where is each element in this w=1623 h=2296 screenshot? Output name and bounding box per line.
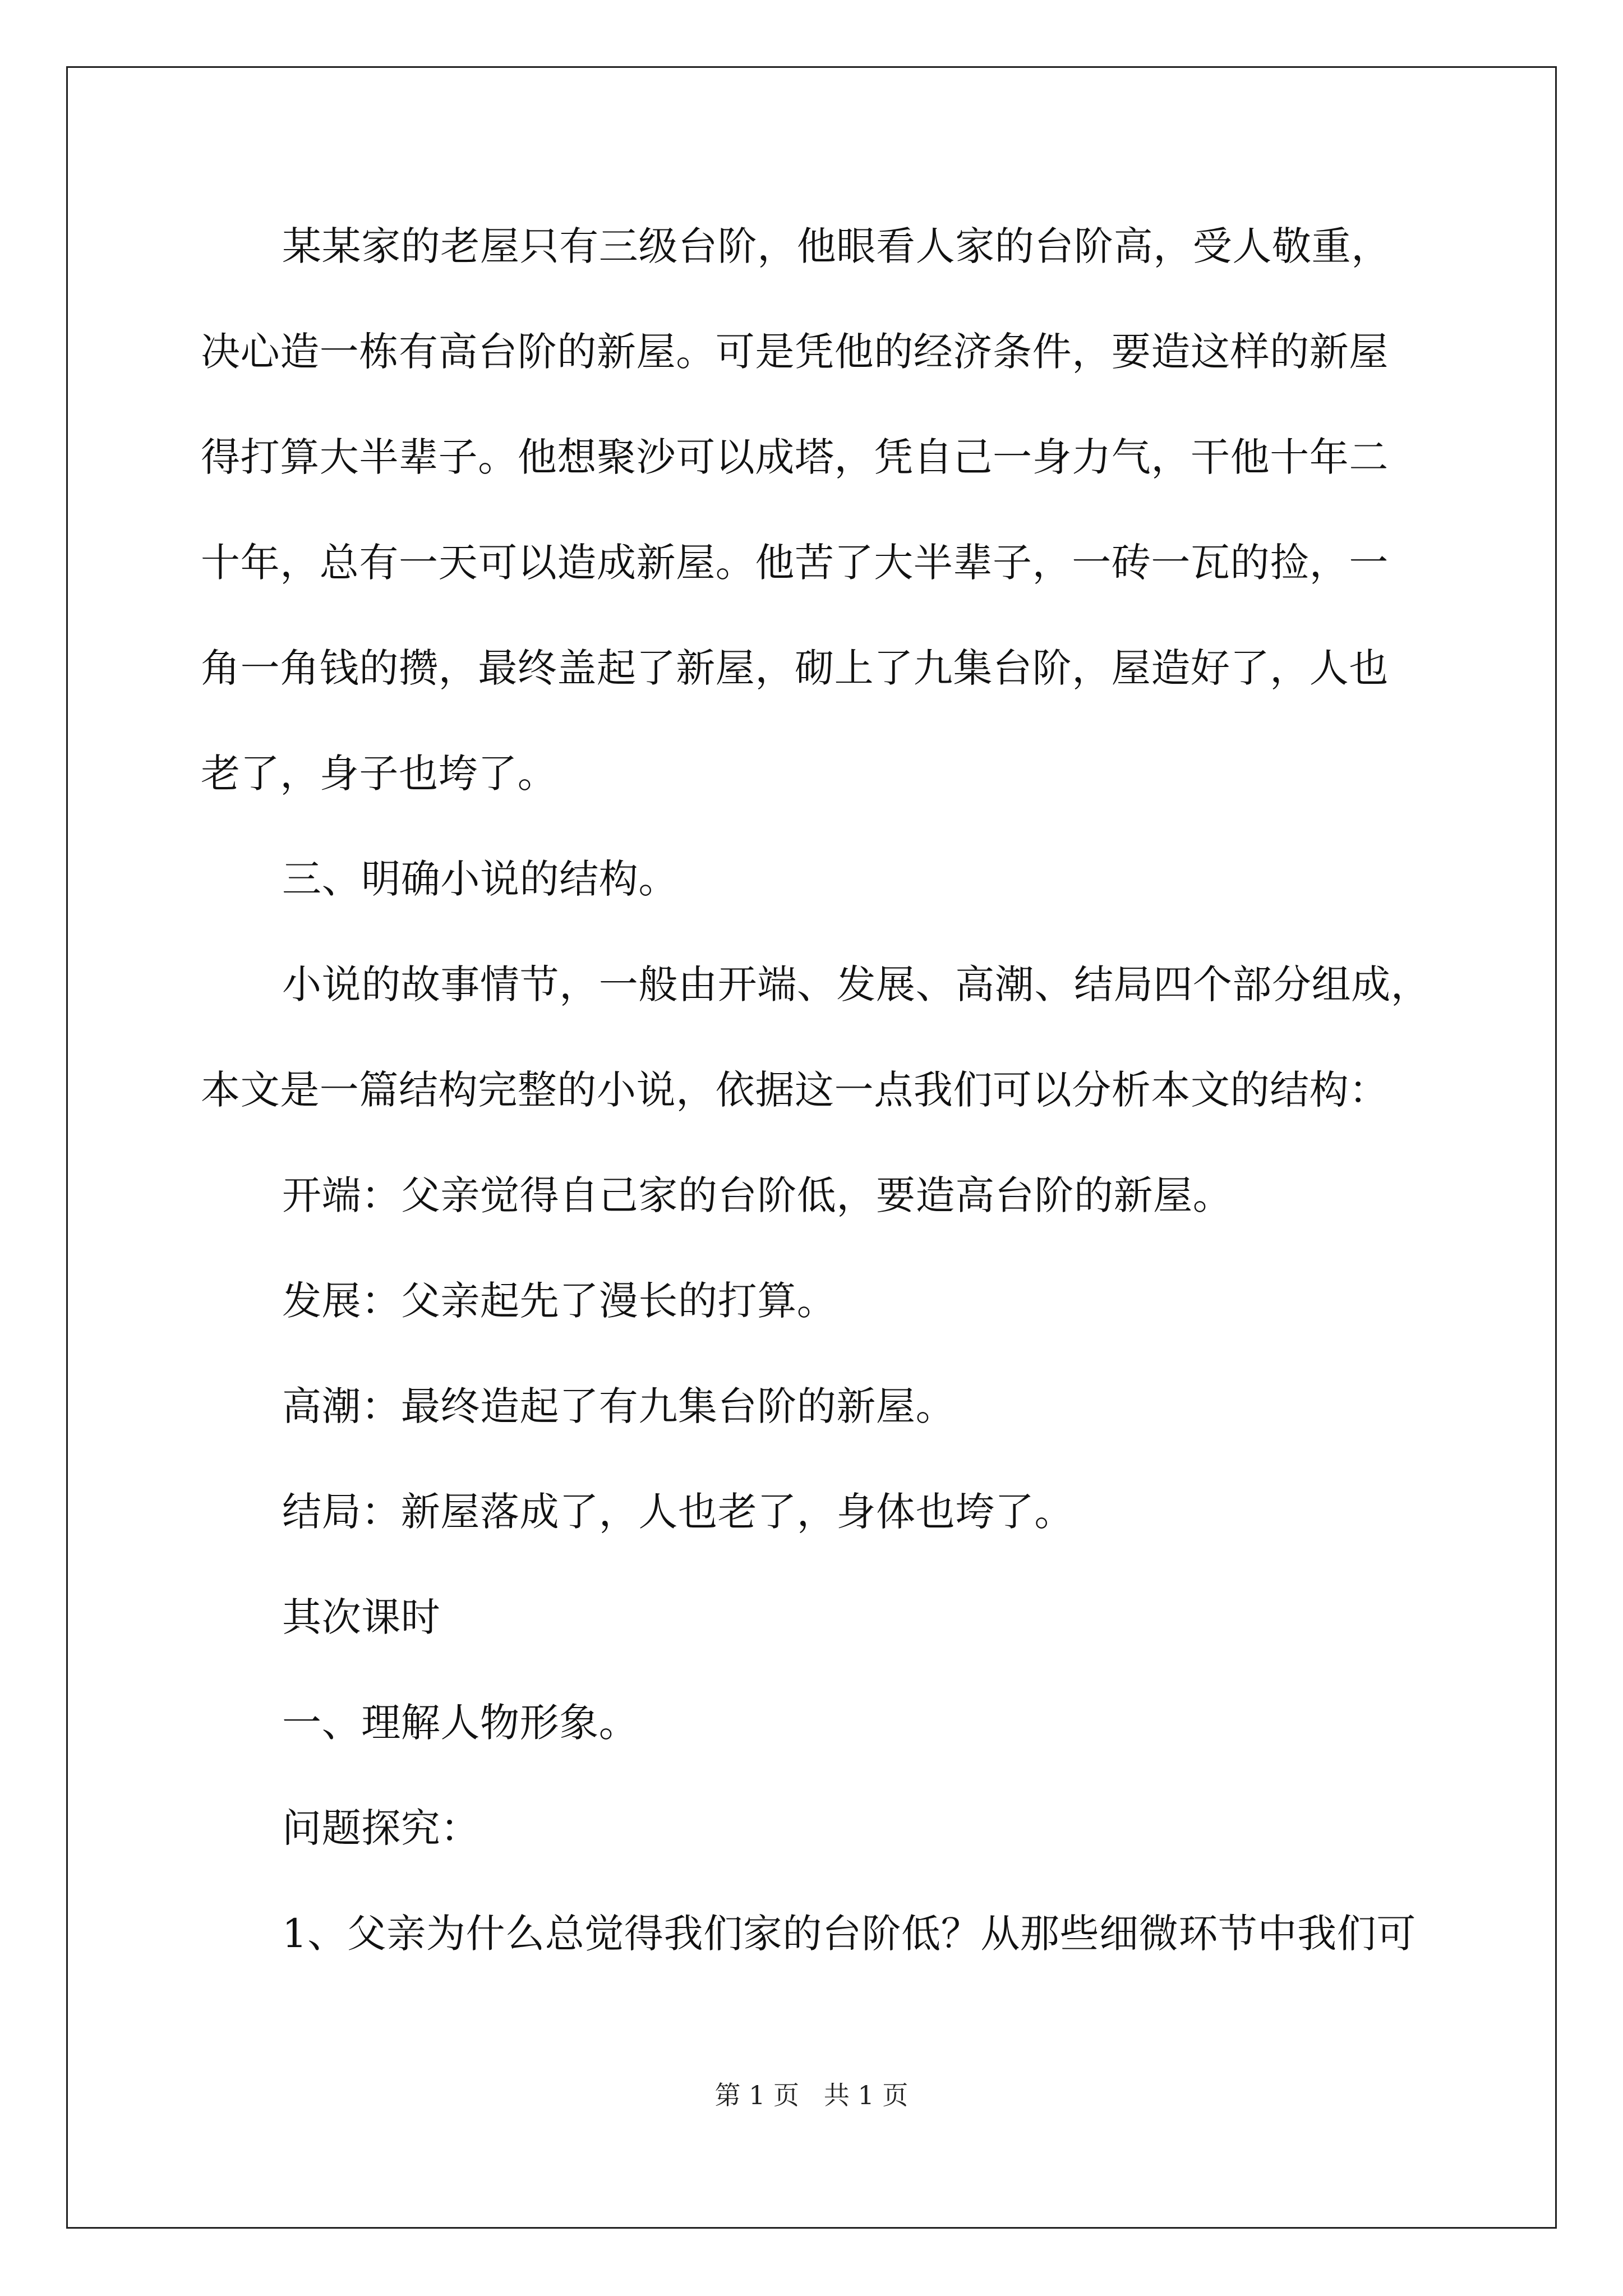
structure-item-development xyxy=(201,1248,1435,1354)
text-line: 一、理解人物形象。 xyxy=(282,1700,639,1746)
structure-item-ending xyxy=(201,1459,1435,1565)
subheading xyxy=(201,1775,1435,1881)
text-line: 老了，身子也垮了。 xyxy=(201,751,557,797)
text-line: 某某家的老屋只有三级台阶，他眼看人家的台阶高，受人敬重， xyxy=(282,223,1391,269)
paragraph xyxy=(201,932,1435,1143)
text-line: 高潮：最终造起了有九集台阶的新屋。 xyxy=(282,1383,956,1429)
structure-item-climax xyxy=(201,1354,1435,1459)
text-line: 发展：父亲起先了漫长的打算。 xyxy=(282,1278,837,1324)
text-line: 决心造一栋有高台阶的新屋。可是凭他的经济条件，要造这样的新屋 xyxy=(201,329,1389,375)
text-line: 开端：父亲觉得自己家的台阶低，要造高台阶的新屋。 xyxy=(282,1172,1233,1218)
text-line: 十年，总有一天可以造成新屋。他苦了大半辈子，一砖一瓦的捡，一 xyxy=(201,540,1389,586)
text-line: 小说的故事情节，一般由开端、发展、高潮、结局四个部分组成， xyxy=(282,961,1431,1007)
text-line: 其次课时 xyxy=(282,1594,441,1640)
question-item xyxy=(201,1881,1435,1986)
paragraph xyxy=(201,194,1435,826)
text-line: 得打算大半辈子。他想聚沙可以成塔，凭自己一身力气，干他十年二 xyxy=(201,434,1389,480)
structure-item-beginning xyxy=(201,1143,1435,1248)
text-line: 结局：新屋落成了，人也老了，身体也垮了。 xyxy=(282,1489,1074,1535)
text-line: 角一角钱的攒，最终盖起了新屋，砌上了九集台阶，屋造好了，人也 xyxy=(201,645,1389,691)
document-body xyxy=(201,194,1435,1986)
text-line: 本文是一篇结构完整的小说，依据这一点我们可以分析本文的结构： xyxy=(201,1067,1389,1113)
text-line: 三、明确小说的结构。 xyxy=(282,856,678,902)
text-line: 问题探究： xyxy=(282,1805,480,1851)
page-footer: 第 1 页 共 1 页 xyxy=(714,2080,909,2110)
section-heading xyxy=(201,826,1435,932)
lesson-heading xyxy=(201,1565,1435,1670)
text-line: 1、父亲为什么总觉得我们家的台阶低？从那些细微环节中我们可 xyxy=(282,1911,1416,1957)
section-heading xyxy=(201,1670,1435,1775)
